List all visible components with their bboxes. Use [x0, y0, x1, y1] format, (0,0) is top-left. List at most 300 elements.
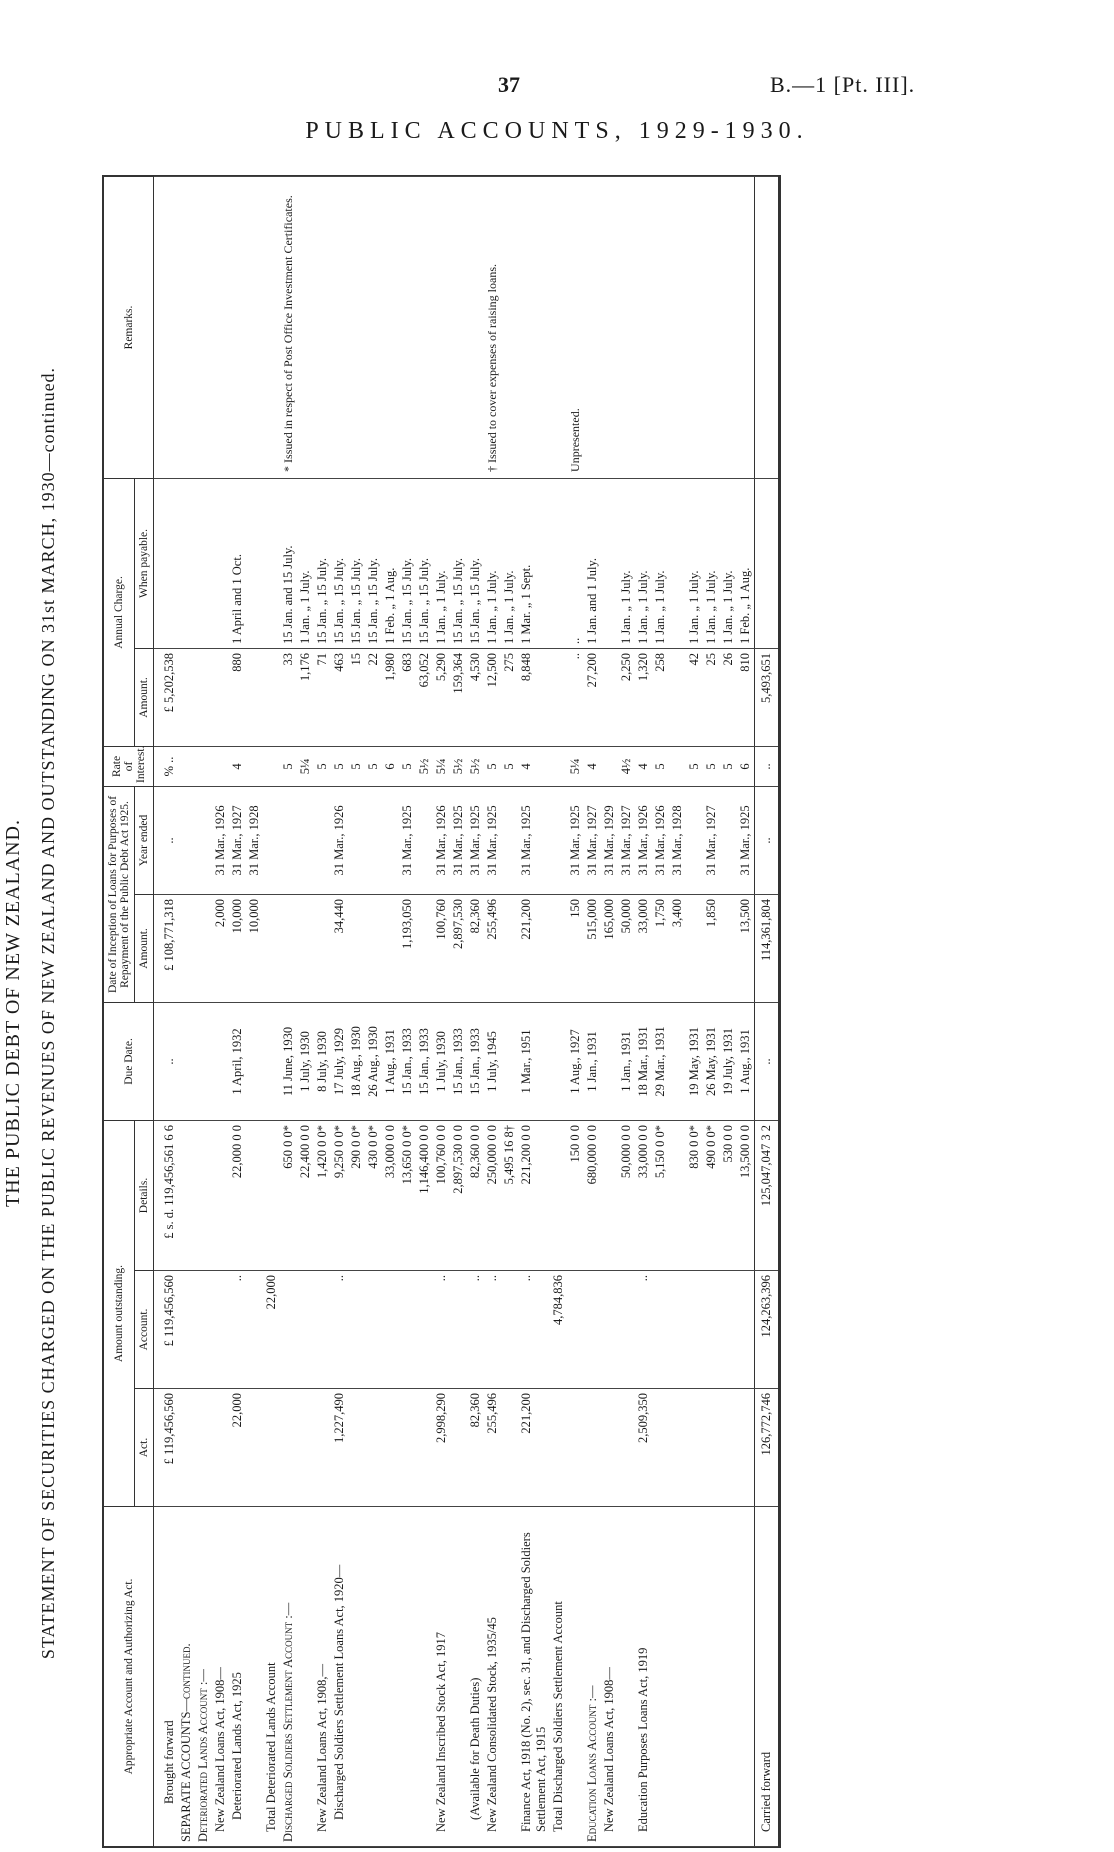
table-row	[686, 176, 703, 1846]
row-remarks	[652, 176, 669, 478]
row-rate: 6	[382, 746, 399, 786]
row-label	[246, 1507, 263, 1847]
row-when-payable: 1 April and 1 Oct.	[229, 478, 246, 648]
row-details: 650 0 0*	[280, 1120, 297, 1270]
row-act	[550, 1389, 567, 1507]
row-year-ended	[314, 786, 331, 894]
row-rate: 5¼	[297, 746, 314, 786]
row-act	[501, 1389, 518, 1507]
page-title: PUBLIC ACCOUNTS, 1929-1930.	[305, 118, 809, 144]
row-due-date: 1 July, 1930	[297, 1002, 314, 1120]
row-due-date	[501, 1002, 518, 1120]
row-due-date	[601, 1002, 618, 1120]
row-label	[703, 1507, 720, 1847]
row-remarks	[263, 176, 280, 478]
row-inception-amount: 1,850	[703, 894, 720, 1002]
col-authorizing-act: Appropriate Account and Authorizing Act.	[104, 1507, 154, 1847]
row-inception-amount: 1,193,050	[399, 894, 416, 1002]
row-charge: 42	[686, 648, 703, 746]
row-act	[246, 1389, 263, 1507]
row-details: 13,500 0 0	[737, 1120, 755, 1270]
row-rate	[246, 746, 263, 786]
row-remarks	[550, 176, 567, 478]
row-rate: 5	[314, 746, 331, 786]
row-inception-amount	[297, 894, 314, 1002]
row-label: Education Loans Account :—	[584, 1507, 601, 1847]
row-details	[195, 1120, 212, 1270]
row-charge	[212, 648, 229, 746]
carried-forward-remarks	[755, 176, 780, 478]
row-inception-amount	[720, 894, 737, 1002]
row-inception-amount: 13,500	[737, 894, 755, 1002]
row-act: 2,509,350	[635, 1389, 652, 1507]
row-year-ended: 31 Mar., 1927	[703, 786, 720, 894]
row-act	[348, 1389, 365, 1507]
row-charge	[550, 648, 567, 746]
row-remarks	[737, 176, 755, 478]
table-row	[263, 176, 280, 1846]
row-charge	[178, 648, 195, 746]
row-details: 530 0 0	[720, 1120, 737, 1270]
row-rate: 5	[720, 746, 737, 786]
row-charge: 159,364	[450, 648, 467, 746]
row-charge: 71	[314, 648, 331, 746]
row-details: 490 0 0*	[703, 1120, 720, 1270]
row-remarks	[246, 176, 263, 478]
row-act	[601, 1389, 618, 1507]
row-details	[246, 1120, 263, 1270]
table-body	[154, 176, 755, 1846]
row-act	[669, 1389, 686, 1507]
row-when-payable: 1 Feb. „ 1 Aug.	[737, 478, 755, 648]
row-charge	[669, 648, 686, 746]
row-year-ended	[297, 786, 314, 894]
table-row	[737, 176, 755, 1846]
row-act	[618, 1389, 635, 1507]
row-due-date	[212, 1002, 229, 1120]
col-inception: Date of Inception of Loans for Purposes of Repayment of the Public Debt Act 1925.	[104, 786, 135, 1002]
row-act	[567, 1389, 584, 1507]
row-act	[703, 1389, 720, 1507]
row-year-ended	[263, 786, 280, 894]
public-debt-table	[103, 176, 780, 1847]
row-act	[195, 1389, 212, 1507]
table-row	[618, 176, 635, 1846]
row-due-date: 15 Jan., 1933	[467, 1002, 484, 1120]
row-charge: 8,848	[518, 648, 550, 746]
table-row	[567, 176, 584, 1846]
row-year-ended: 31 Mar., 1927	[584, 786, 601, 894]
row-remarks	[195, 176, 212, 478]
row-remarks	[450, 176, 467, 478]
row-rate	[263, 746, 280, 786]
row-act: 82,360	[467, 1389, 484, 1507]
row-account	[297, 1271, 314, 1389]
row-when-payable: 1 Jan. „ 1 July.	[297, 478, 314, 648]
row-account: ..	[518, 1271, 550, 1389]
row-when-payable: 15 Jan. „ 15 July.	[416, 478, 433, 648]
row-remarks	[567, 176, 584, 478]
row-charge: ..	[567, 648, 584, 746]
row-due-date: 1 Jan., 1931	[618, 1002, 635, 1120]
row-rate: 5	[399, 746, 416, 786]
row-details: 1,146,400 0 0	[416, 1120, 433, 1270]
row-inception-amount: 82,360	[467, 894, 484, 1002]
row-label	[618, 1507, 635, 1847]
row-when-payable: 1 Mar. „ 1 Sept.	[518, 478, 550, 648]
row-details: 1,420 0 0*	[314, 1120, 331, 1270]
row-remarks	[703, 176, 720, 478]
row-account: 22,000	[263, 1271, 280, 1389]
row-year-ended: ..	[154, 786, 179, 894]
row-due-date	[178, 1002, 195, 1120]
row-account: ..	[331, 1271, 348, 1389]
row-year-ended: 31 Mar., 1925	[737, 786, 755, 894]
row-when-payable	[263, 478, 280, 648]
document-reference: B.—1 [Pt. III].	[770, 72, 916, 97]
row-inception-amount	[382, 894, 399, 1002]
row-inception-amount: 150	[567, 894, 584, 1002]
row-details: 13,650 0 0*	[399, 1120, 416, 1270]
row-inception-amount: 33,000	[635, 894, 652, 1002]
row-remarks	[467, 176, 484, 478]
row-due-date: 1 Aug., 1931	[737, 1002, 755, 1120]
row-details: 33,000 0 0	[635, 1120, 652, 1270]
row-act	[280, 1389, 297, 1507]
table-row	[484, 176, 501, 1846]
carried-forward-row	[755, 176, 780, 1846]
row-due-date: 26 May, 1931	[703, 1002, 720, 1120]
row-when-payable: 15 Jan. „ 15 July.	[348, 478, 365, 648]
row-label: Deteriorated Lands Act, 1925	[229, 1507, 246, 1847]
row-act	[212, 1389, 229, 1507]
table-row	[178, 176, 195, 1846]
row-rate: 5	[331, 746, 348, 786]
row-remarks	[518, 176, 550, 478]
row-year-ended	[416, 786, 433, 894]
table-row	[297, 176, 314, 1846]
row-inception-amount: 221,200	[518, 894, 550, 1002]
row-label: Finance Act, 1918 (No. 2), sec. 31, and Discharged Soldiers Settlement Act, 1915	[518, 1507, 550, 1847]
row-inception-amount	[365, 894, 382, 1002]
row-remarks	[399, 176, 416, 478]
row-label	[348, 1507, 365, 1847]
row-charge: 1,980	[382, 648, 399, 746]
row-act: 1,227,490	[331, 1389, 348, 1507]
row-rate: 5	[501, 746, 518, 786]
row-when-payable: 1 Jan. „ 1 July.	[635, 478, 652, 648]
row-remarks	[365, 176, 382, 478]
table-heading: THE PUBLIC DEBT OF NEW ZEALAND.	[2, 818, 24, 1208]
row-account	[584, 1271, 601, 1389]
row-act	[416, 1389, 433, 1507]
row-label	[737, 1507, 755, 1847]
row-year-ended	[365, 786, 382, 894]
table-row	[467, 176, 484, 1846]
row-rate: 4	[584, 746, 601, 786]
row-due-date	[263, 1002, 280, 1120]
row-year-ended: 31 Mar., 1928	[246, 786, 263, 894]
row-year-ended	[550, 786, 567, 894]
row-charge	[263, 648, 280, 746]
row-year-ended	[686, 786, 703, 894]
row-inception-amount: 2,897,530	[450, 894, 467, 1002]
row-inception-amount: 50,000	[618, 894, 635, 1002]
row-label: New Zealand Loans Act, 1908—	[601, 1507, 618, 1847]
row-label	[297, 1507, 314, 1847]
row-when-payable: 15 Jan. „ 15 July.	[365, 478, 382, 648]
row-account	[669, 1271, 686, 1389]
row-details: 22,400 0 0	[297, 1120, 314, 1270]
row-act	[584, 1389, 601, 1507]
row-when-payable: 1 Jan. „ 1 July.	[686, 478, 703, 648]
row-remarks	[331, 176, 348, 478]
row-account	[618, 1271, 635, 1389]
carried-forward-year: ..	[755, 786, 780, 894]
row-account	[652, 1271, 669, 1389]
row-details: 9,250 0 0*	[331, 1120, 348, 1270]
row-year-ended: 31 Mar., 1925	[467, 786, 484, 894]
row-label	[652, 1507, 669, 1847]
row-inception-amount	[348, 894, 365, 1002]
carried-forward-due: ..	[755, 1002, 780, 1120]
row-when-payable: 15 Jan. „ 15 July.	[467, 478, 484, 648]
row-due-date: 17 July, 1929	[331, 1002, 348, 1120]
row-rate: 5	[703, 746, 720, 786]
row-charge: 12,500	[484, 648, 501, 746]
row-inception-amount	[550, 894, 567, 1002]
col-inception-amount: Amount.	[135, 894, 154, 1002]
row-charge	[195, 648, 212, 746]
row-act	[314, 1389, 331, 1507]
row-remarks	[382, 176, 399, 478]
row-due-date: 18 Aug., 1930	[348, 1002, 365, 1120]
row-label: Deteriorated Lands Account :—	[195, 1507, 212, 1847]
row-details: 221,200 0 0	[518, 1120, 550, 1270]
table-row	[652, 176, 669, 1846]
table-row	[518, 176, 550, 1846]
row-act	[652, 1389, 669, 1507]
row-act	[399, 1389, 416, 1507]
row-remarks	[178, 176, 195, 478]
row-account: ..	[467, 1271, 484, 1389]
row-rate: % ..	[154, 746, 179, 786]
row-rate: 5¼	[567, 746, 584, 786]
row-inception-amount	[416, 894, 433, 1002]
col-details: Details.	[135, 1120, 154, 1270]
row-act	[450, 1389, 467, 1507]
row-account: ..	[635, 1271, 652, 1389]
row-rate: 5	[652, 746, 669, 786]
row-rate	[212, 746, 229, 786]
remark-note: Unpresented.	[568, 408, 582, 472]
row-account: 4,784,836	[550, 1271, 567, 1389]
row-when-payable: 1 Jan. „ 1 July.	[618, 478, 635, 648]
row-due-date: 8 July, 1930	[314, 1002, 331, 1120]
row-remarks	[212, 176, 229, 478]
row-act	[297, 1389, 314, 1507]
row-when-payable	[178, 478, 195, 648]
row-due-date	[195, 1002, 212, 1120]
row-details: 830 0 0*	[686, 1120, 703, 1270]
col-remarks: Remarks.	[104, 176, 154, 478]
row-charge	[246, 648, 263, 746]
row-inception-amount: 165,000	[601, 894, 618, 1002]
row-due-date: 29 Mar., 1931	[652, 1002, 669, 1120]
row-details	[550, 1120, 567, 1270]
table-row	[229, 176, 246, 1846]
row-due-date: 15 Jan., 1933	[450, 1002, 467, 1120]
carried-forward-rate: ..	[755, 746, 780, 786]
row-details: 33,000 0 0	[382, 1120, 399, 1270]
row-when-payable: 1 Jan. and 1 July.	[584, 478, 601, 648]
row-label: Education Purposes Loans Act, 1919	[635, 1507, 652, 1847]
row-rate: 4	[229, 746, 246, 786]
row-year-ended: 31 Mar., 1927	[229, 786, 246, 894]
page-number: 37	[498, 72, 520, 97]
row-year-ended	[501, 786, 518, 894]
row-year-ended	[720, 786, 737, 894]
row-remarks	[280, 176, 297, 478]
row-when-payable: 1 Jan. „ 1 July.	[720, 478, 737, 648]
col-when-payable: When payable.	[135, 478, 154, 648]
row-year-ended: 31 Mar., 1926	[433, 786, 450, 894]
table-row	[669, 176, 686, 1846]
col-year-ended: Year ended	[135, 786, 154, 894]
row-when-payable	[195, 478, 212, 648]
row-inception-amount	[314, 894, 331, 1002]
row-when-payable: 15 Jan. „ 15 July.	[399, 478, 416, 648]
col-due-date: Due Date.	[104, 1002, 154, 1120]
row-remarks	[433, 176, 450, 478]
row-due-date: 1 Aug., 1931	[382, 1002, 399, 1120]
row-charge: 5,290	[433, 648, 450, 746]
row-when-payable	[669, 478, 686, 648]
row-label: Brought forward	[154, 1507, 179, 1847]
row-label	[501, 1507, 518, 1847]
row-remarks	[297, 176, 314, 478]
row-year-ended: 31 Mar., 1927	[618, 786, 635, 894]
row-details	[178, 1120, 195, 1270]
row-due-date	[669, 1002, 686, 1120]
row-charge: 880	[229, 648, 246, 746]
row-rate	[550, 746, 567, 786]
row-inception-amount: 515,000	[584, 894, 601, 1002]
row-rate: 5½	[416, 746, 433, 786]
row-account: ..	[433, 1271, 450, 1389]
row-rate	[195, 746, 212, 786]
row-inception-amount	[686, 894, 703, 1002]
row-year-ended: 31 Mar., 1925	[484, 786, 501, 894]
row-rate: 4½	[618, 746, 635, 786]
row-remarks	[501, 176, 518, 478]
row-when-payable: 1 Jan. „ 1 July.	[652, 478, 669, 648]
row-due-date: 1 Jan., 1931	[584, 1002, 601, 1120]
table-row	[382, 176, 399, 1846]
table-row	[212, 176, 229, 1846]
table-row	[720, 176, 737, 1846]
row-label	[450, 1507, 467, 1847]
carried-forward-label: Carried forward	[755, 1507, 780, 1847]
row-inception-amount	[280, 894, 297, 1002]
rotated-table-container	[2, 178, 1032, 1848]
row-charge: 463	[331, 648, 348, 746]
row-charge: 25	[703, 648, 720, 746]
row-year-ended: 31 Mar., 1929	[601, 786, 618, 894]
row-rate	[178, 746, 195, 786]
row-due-date	[246, 1002, 263, 1120]
row-details: 50,000 0 0	[618, 1120, 635, 1270]
row-label	[686, 1507, 703, 1847]
table-row	[550, 176, 567, 1846]
row-act	[720, 1389, 737, 1507]
table-row	[501, 176, 518, 1846]
row-label: New Zealand Inscribed Stock Act, 1917	[433, 1507, 450, 1847]
row-details: 150 0 0	[567, 1120, 584, 1270]
row-details	[669, 1120, 686, 1270]
row-remarks	[720, 176, 737, 478]
row-account	[703, 1271, 720, 1389]
row-charge: 258	[652, 648, 669, 746]
row-charge: 33	[280, 648, 297, 746]
row-year-ended	[178, 786, 195, 894]
row-due-date: 1 April, 1932	[229, 1002, 246, 1120]
row-when-payable	[601, 478, 618, 648]
row-details	[263, 1120, 280, 1270]
row-due-date: 15 Jan., 1933	[399, 1002, 416, 1120]
row-account	[195, 1271, 212, 1389]
row-details: £ s. d. 119,456,561 6 6	[154, 1120, 179, 1270]
row-account	[501, 1271, 518, 1389]
row-details: 2,897,530 0 0	[450, 1120, 467, 1270]
row-account	[212, 1271, 229, 1389]
table-row	[416, 176, 433, 1846]
row-charge: 63,052	[416, 648, 433, 746]
row-remarks	[669, 176, 686, 478]
row-act: 2,998,290	[433, 1389, 450, 1507]
row-charge: £ 5,202,538	[154, 648, 179, 746]
row-when-payable: 15 Jan. and 15 July.	[280, 478, 297, 648]
table-row	[703, 176, 720, 1846]
row-inception-amount: 34,440	[331, 894, 348, 1002]
row-label: Discharged Soldiers Settlement Loans Act, 1920—	[331, 1507, 348, 1847]
row-remarks	[416, 176, 433, 478]
row-year-ended	[195, 786, 212, 894]
carried-forward-payable	[755, 478, 780, 648]
row-label: Discharged Soldiers Settlement Account :—	[280, 1507, 297, 1847]
row-inception-amount: 100,760	[433, 894, 450, 1002]
row-due-date: 11 June, 1930	[280, 1002, 297, 1120]
row-charge: 1,320	[635, 648, 652, 746]
carried-forward-details: 125,047,047 3 2	[755, 1120, 780, 1270]
row-details: 82,360 0 0	[467, 1120, 484, 1270]
row-when-payable: 15 Jan. „ 15 July.	[450, 478, 467, 648]
row-when-payable: 15 Jan. „ 15 July.	[314, 478, 331, 648]
row-year-ended: 31 Mar., 1926	[652, 786, 669, 894]
row-account	[720, 1271, 737, 1389]
row-due-date: 1 July, 1945	[484, 1002, 501, 1120]
row-account	[567, 1271, 584, 1389]
row-account: £ 119,456,560	[154, 1271, 179, 1389]
row-charge: 26	[720, 648, 737, 746]
row-account	[178, 1271, 195, 1389]
row-remarks	[601, 176, 618, 478]
row-when-payable: 15 Jan. „ 15 July.	[331, 478, 348, 648]
row-year-ended: 31 Mar., 1925	[450, 786, 467, 894]
row-details: 680,000 0 0	[584, 1120, 601, 1270]
row-due-date: 15 Jan., 1933	[416, 1002, 433, 1120]
row-remarks	[618, 176, 635, 478]
